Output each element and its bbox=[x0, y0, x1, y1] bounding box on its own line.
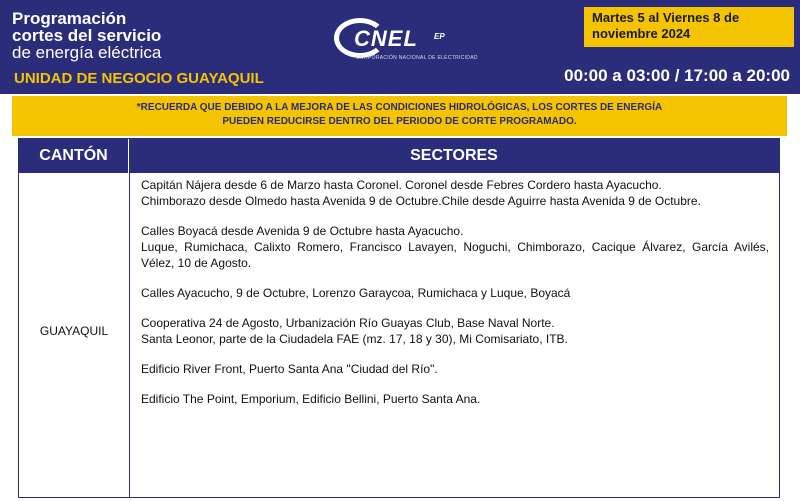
logo-brand-text: CNEL bbox=[354, 26, 418, 51]
logo-tagline: CORPORACIÓN NACIONAL DE ELECTRICIDAD bbox=[356, 55, 478, 61]
sector-line: Edificio River Front, Puerto Santa Ana "Ciudad del Río". bbox=[141, 362, 438, 376]
title-line-2: cortes del servicio bbox=[12, 26, 162, 45]
sector-line: Edificio The Point, Emporium, Edificio Bellini, Puerto Santa Ana. bbox=[141, 392, 481, 406]
outage-table bbox=[18, 138, 780, 498]
logo-suffix-text: EP bbox=[434, 32, 445, 41]
sector-line: Chimborazo desde Olmedo hasta Avenida 9 de Octubre.Chile desde Aguirre hasta Avenida 9 de Octubre. bbox=[141, 194, 701, 208]
page-title bbox=[12, 10, 161, 61]
column-header-canton: CANTÓN bbox=[19, 139, 129, 173]
sector-group bbox=[141, 391, 769, 407]
table-header bbox=[19, 139, 779, 173]
canton-cell: GUAYAQUIL bbox=[39, 324, 109, 338]
column-divider bbox=[129, 173, 130, 497]
business-unit-label: UNIDAD DE NEGOCIO GUAYAQUIL bbox=[14, 70, 264, 87]
sector-group bbox=[141, 285, 769, 301]
sectors-cell bbox=[141, 177, 769, 421]
sector-line: Calles Ayacucho, 9 de Octubre, Lorenzo Garaycoa, Rumichaca y Luque, Boyacá bbox=[141, 286, 571, 300]
notice-line-1: *RECUERDA QUE DEBIDO A LA MEJORA DE LAS CONDICIONES HIDROLÓGICAS, LOS CORTES DE ENERGÍA bbox=[136, 102, 663, 113]
cnel-logo bbox=[330, 14, 478, 66]
date-range-badge: Martes 5 al Viernes 8 de noviembre 2024 bbox=[584, 7, 794, 47]
sector-group bbox=[141, 177, 769, 209]
outage-hours: 00:00 a 03:00 / 17:00 a 20:00 bbox=[564, 66, 790, 85]
notice-line-2: PUEDEN REDUCIRSE DENTRO DEL PERIODO DE CORTE PROGRAMADO. bbox=[222, 116, 577, 127]
sector-line: Calles Boyacá desde Avenida 9 de Octubre hasta Ayacucho. bbox=[141, 224, 464, 238]
hydrology-notice bbox=[12, 96, 787, 136]
sector-group bbox=[141, 223, 769, 271]
sector-line: Luque, Rumichaca, Calixto Romero, Francisco Lavayen, Noguchi, Chimborazo, Cacique Álvarez, García Avilés, Vélez, 10 de Agosto. bbox=[141, 240, 769, 270]
title-line-1: Programación bbox=[12, 9, 127, 28]
column-header-sectores: SECTORES bbox=[410, 147, 498, 164]
sector-line: Santa Leonor, parte de la Ciudadela FAE (mz. 17, 18 y 30), Mi Comisariato, ITB. bbox=[141, 332, 568, 346]
sector-line: Capitán Nájera desde 6 de Marzo hasta Coronel. Coronel desde Febres Cordero hasta Ayacucho. bbox=[141, 178, 662, 192]
title-line-3: de energía eléctrica bbox=[12, 43, 162, 62]
sector-group bbox=[141, 361, 769, 377]
sector-group bbox=[141, 315, 769, 347]
sector-line: Cooperativa 24 de Agosto, Urbanización Río Guayas Club, Base Naval Norte. bbox=[141, 316, 555, 330]
header-banner bbox=[0, 0, 800, 94]
